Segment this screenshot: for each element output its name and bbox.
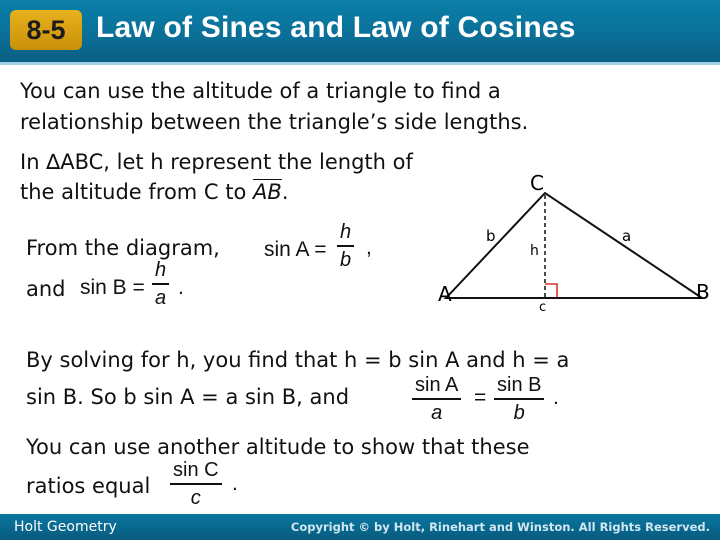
vertex-b-label: B <box>696 280 710 304</box>
eq2-fraction <box>152 258 169 310</box>
right-angle-marker <box>545 284 557 297</box>
diagram-prefix: From the diagram, <box>26 236 220 260</box>
eq1-fraction <box>337 220 354 272</box>
triangle-diagram <box>430 168 720 318</box>
triangle-abc <box>446 193 702 298</box>
ratio-period: . <box>232 472 238 495</box>
solving-line-1: By solving for h, you find that h = b sin A and h = a <box>26 348 570 372</box>
altitude-h-label: h <box>530 243 539 259</box>
setup-line-2 <box>20 177 289 208</box>
law-fraction-a <box>412 373 461 425</box>
law-fraction-b <box>494 373 544 425</box>
lesson-title: Law of Sines and Law of Cosines <box>96 11 576 44</box>
intro-line-1: You can use the altitude of a triangle to find a <box>20 79 501 103</box>
intro-line-2: relationship between the triangle’s side lengths. <box>20 110 529 134</box>
setup-line-2-suffix: . <box>281 180 289 204</box>
ratio-c-numerator: sin C <box>173 459 219 481</box>
vertex-c-label: C <box>530 171 544 195</box>
another-line-1: You can use another altitude to show that these <box>26 435 530 459</box>
eq2-lhs: sin B = <box>80 276 145 299</box>
ratio-c-denominator: c <box>190 486 201 509</box>
eq2-denominator: a <box>155 286 167 309</box>
law-fraction-a-bar <box>412 398 461 400</box>
eq1-lhs: sin A = <box>264 238 327 261</box>
segment-ab: AB <box>253 180 282 204</box>
eq1-fraction-bar <box>337 245 354 247</box>
setup-line-1: In ∆ABC, let h represent the length of <box>20 150 413 174</box>
another-line-2: ratios equal <box>26 474 151 498</box>
lesson-badge: 8-5 <box>10 10 82 50</box>
law-fraction-b-numerator: sin B <box>497 374 542 396</box>
law-equals: = <box>474 386 487 409</box>
eq1-numerator: h <box>340 221 352 243</box>
and-label: and <box>26 277 66 301</box>
side-a-label: a <box>622 227 632 245</box>
ratio-c-fraction <box>170 458 222 510</box>
eq2-period: . <box>178 276 184 299</box>
law-fraction-a-numerator: sin A <box>415 374 459 396</box>
eq1-denominator: b <box>340 248 352 271</box>
ratio-c-bar <box>170 483 222 485</box>
eq2-fraction-bar <box>152 283 169 285</box>
law-fraction-b-denominator: b <box>513 401 525 424</box>
law-fraction-b-bar <box>494 398 544 400</box>
eq1-comma: , <box>366 236 372 259</box>
law-period: . <box>553 386 559 409</box>
header-divider <box>0 62 720 65</box>
footer-copyright: Copyright © by Holt, Rinehart and Winston. All Rights Reserved. <box>290 520 710 534</box>
solving-line-2: sin B. So b sin A = a sin B, and <box>26 385 350 409</box>
footer-bar <box>0 514 720 540</box>
side-c-label: c <box>539 300 547 315</box>
side-b-label: b <box>486 227 496 245</box>
footer-course: Holt Geometry <box>14 519 117 535</box>
vertex-a-label: A <box>438 282 452 306</box>
setup-line-2-prefix: the altitude from C to <box>20 180 254 204</box>
header-bar <box>0 0 720 62</box>
law-fraction-a-denominator: a <box>431 401 443 424</box>
eq2-numerator: h <box>155 259 167 281</box>
